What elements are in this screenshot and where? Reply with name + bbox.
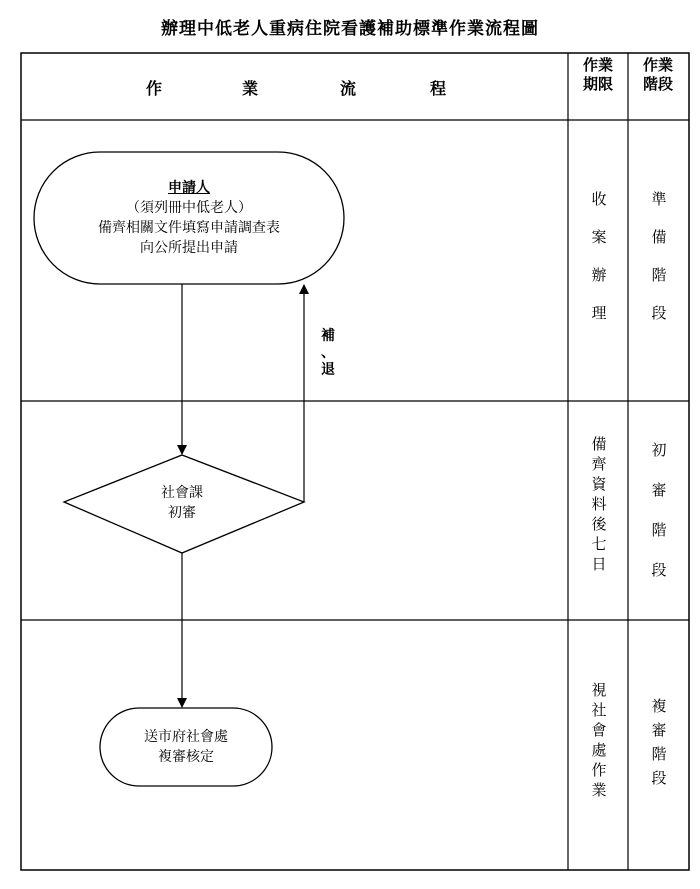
applicant-text (34, 178, 344, 258)
stage-header-line1: 作業 (642, 56, 673, 74)
review-line-2: 初審 (168, 505, 196, 521)
row3-deadline-char: 業 (591, 781, 607, 799)
row3-stage-char: 審 (651, 721, 667, 739)
applicant-line-1: （須列冊中低老人） (126, 200, 252, 216)
header-char-1: 作 (146, 79, 163, 98)
row2-deadline-char: 後 (591, 515, 607, 533)
row2-deadline-char: 日 (591, 555, 607, 573)
header-char-4: 程 (430, 79, 447, 98)
row3-deadline-char: 作 (591, 761, 607, 779)
deadline-header (576, 56, 620, 94)
send-line-2: 複審核定 (158, 749, 214, 765)
row1-stage-char: 段 (651, 304, 667, 322)
send-line-1: 送市府社會處 (144, 729, 228, 745)
row2-deadline (584, 434, 614, 574)
deadline-header-line1: 作業 (582, 56, 613, 74)
row2-deadline-char: 齊 (591, 455, 607, 473)
return-label-char-1: 補 (321, 328, 335, 344)
row3-stage-char: 階 (651, 745, 667, 763)
row2-stage-char: 階 (651, 521, 667, 539)
row2-deadline-char: 資 (591, 475, 607, 493)
stage-header-line2: 階段 (642, 75, 673, 93)
row3-deadline (584, 680, 614, 800)
row1-deadline-char: 收 (591, 190, 607, 208)
row1-deadline-char: 案 (591, 228, 607, 246)
row1-deadline-char: 辦 (591, 266, 607, 284)
header-char-3: 流 (340, 79, 357, 98)
row1-deadline-char: 理 (591, 304, 607, 322)
row1-deadline (584, 180, 614, 332)
return-label-char-3: 退 (321, 362, 335, 378)
review-text (112, 483, 252, 523)
return-label-char-2: 、 (321, 345, 335, 361)
row3-stage (644, 694, 674, 790)
row1-stage (644, 180, 674, 332)
return-label (317, 328, 339, 379)
row2-deadline-char: 備 (591, 435, 607, 453)
applicant-line-3: 向公所提出申請 (140, 240, 238, 256)
row1-stage-char: 備 (651, 228, 667, 246)
row2-deadline-char: 料 (591, 495, 607, 513)
send-text (100, 727, 272, 767)
row3-deadline-char: 處 (591, 741, 607, 759)
header-char-2: 業 (242, 79, 259, 98)
row3-stage-char: 複 (651, 697, 667, 715)
row3-deadline-char: 視 (591, 681, 607, 699)
row3-deadline-char: 會 (591, 721, 607, 739)
review-line-1: 社會課 (161, 485, 203, 501)
row2-stage-char: 審 (651, 481, 667, 499)
applicant-title: 申請人 (168, 180, 210, 196)
page-title: 辦理中低老人重病住院看護補助標準作業流程圖 (161, 19, 539, 39)
deadline-header-line2: 期限 (582, 75, 613, 93)
applicant-line-2: 備齊相關文件填寫申請調查表 (98, 220, 280, 236)
row3-deadline-char: 社 (591, 701, 607, 719)
row3-stage-char: 段 (651, 769, 667, 787)
row1-stage-char: 準 (651, 190, 667, 208)
stage-header (636, 56, 680, 94)
row1-stage-char: 階 (651, 266, 667, 284)
row2-stage-char: 初 (651, 441, 667, 459)
row2-stage (644, 430, 674, 590)
row2-stage-char: 段 (651, 561, 667, 579)
row2-deadline-char: 七 (591, 535, 607, 553)
